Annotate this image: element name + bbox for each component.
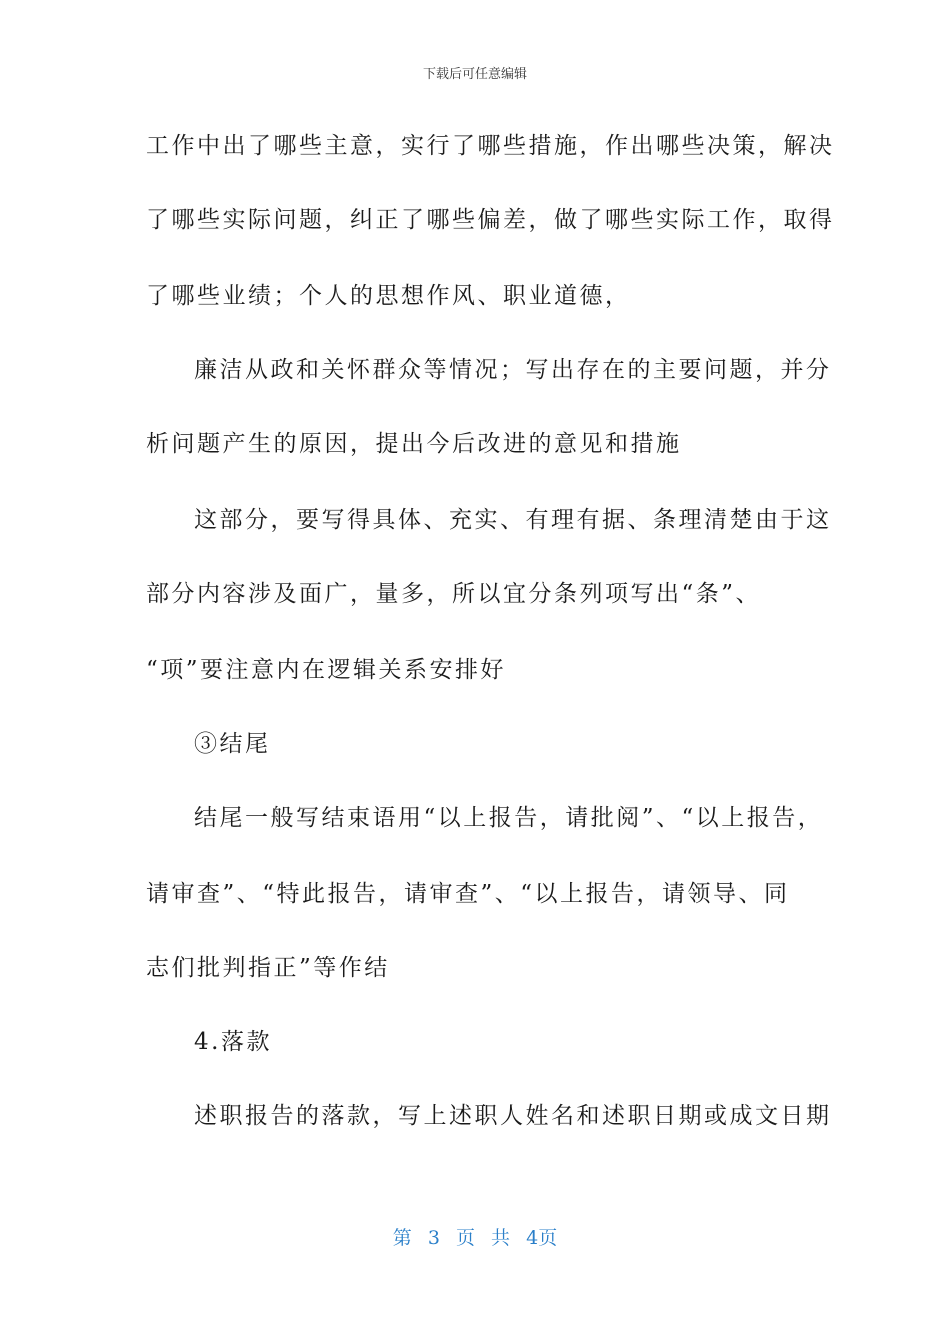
paragraph-line: 请审查”、“特此报告，请审查”、“以上报告，请领导、同: [146, 881, 790, 907]
section-heading: ③结尾: [194, 731, 271, 757]
paragraph-line: 工作中出了哪些主意，实行了哪些措施，作出哪些决策，解决: [146, 133, 835, 159]
footer-page-number: 3: [427, 1227, 440, 1249]
footer-total-label: 共: [491, 1227, 511, 1249]
paragraph-line: 结尾一般写结束语用“以上报告，请批阅”、“以上报告，: [194, 805, 824, 831]
paragraph-line: 了哪些实际问题，纠正了哪些偏差，做了哪些实际工作，取得: [146, 207, 835, 233]
paragraph-line: 这部分，要写得具体、充实、有理有据、条理清楚由于这: [194, 507, 832, 533]
paragraph-line: 析问题产生的原因，提出今后改进的意见和措施: [146, 431, 682, 457]
section-heading: 4.落款: [194, 1029, 272, 1055]
paragraph-line: “项”要注意内在逻辑关系安排好: [146, 657, 507, 683]
footer-total-pages: 4页: [526, 1227, 558, 1249]
paragraph-line: 部分内容涉及面广，量多，所以宜分条列项写出“条”、: [146, 581, 762, 607]
page-footer: [0, 1226, 950, 1250]
paragraph-line: 了哪些业绩；个人的思想作风、职业道德，: [146, 283, 631, 309]
paragraph-line: 述职报告的落款，写上述职人姓名和述职日期或成文日期: [194, 1103, 832, 1129]
footer-page-mid: 页: [455, 1227, 475, 1249]
page-header-note: 下载后可任意编辑: [422, 67, 527, 82]
paragraph-line: 廉洁从政和关怀群众等情况；写出存在的主要问题，并分: [194, 357, 832, 383]
footer-page-prefix: 第: [392, 1227, 412, 1249]
paragraph-line: 志们批判指正”等作结: [146, 955, 390, 981]
